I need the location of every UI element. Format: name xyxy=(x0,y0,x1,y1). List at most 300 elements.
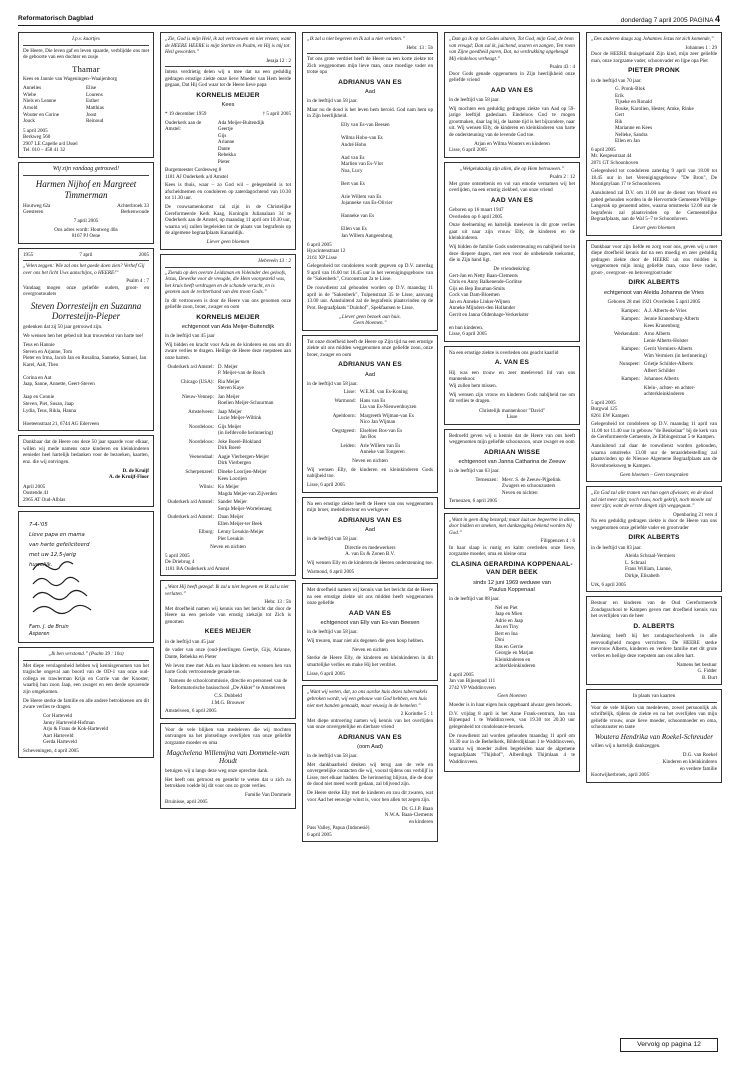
spouse-line: echtgenoot van Elly van Es-van Beesen xyxy=(320,620,420,627)
list-item: Jojanneke van Es-Olivier xyxy=(341,200,393,207)
deceased-nickname: Kees xyxy=(221,102,235,109)
list-item: Teus en Hannie xyxy=(23,342,55,349)
family-location xyxy=(591,385,644,398)
bible-quote: „En God zal alle tranen van hun ogen afwissen; en de dood zal niet meer zijn; noch rouw, noch gekrijt, noch moeite zal meer zijn; want de eerste dingen zijn weggegaan.” xyxy=(591,490,714,510)
address-left: Houtweg 62a Geesteren xyxy=(23,202,51,216)
ad-text: Intens verdrietig delen wij u mee dat na een geduldig gedragen ernstige ziekte onze lieve Moeder van Hem leerde gegaan, Dat Hij God waar tot de Heere lieve papa xyxy=(165,69,291,89)
family-table xyxy=(449,477,575,497)
family-names: Klein-, achter- en achter-achterkleinkinderen xyxy=(643,384,695,398)
ad-text-2: Moeder is in haar eigen huis opgebaard alwaar geen bezoek. xyxy=(449,701,573,708)
list-item: Dante xyxy=(217,145,231,152)
ad-text: Met droefheid namen wij kennis van het bericht dat door de Heere na een periode van ernstig ziekzijn tot Zich is genomen xyxy=(165,605,291,625)
circle-intro: De vriendenkring: xyxy=(493,266,531,273)
list-item: Rebekka xyxy=(217,152,236,159)
list-item: Bert en Ina xyxy=(495,630,518,637)
list-item: Dirkje, Elisabeth xyxy=(625,572,660,579)
list-item: G. Pronk-Blok xyxy=(615,86,645,93)
ad-text-3: Het heeft ons getroost en gesterkt te weten dat u zich zo betrokken voelde bij dit voor ons zo grote verlies. xyxy=(165,776,291,790)
list-item: Reinoud xyxy=(86,118,104,125)
spouse-line: echtgenoot van Aleida Johanna de Vries xyxy=(604,289,704,296)
ad-text: In haar slaap is rustig en kalm overleden onze lieve, zorgzame moeder, oma en kleine oma xyxy=(449,544,575,558)
family-names: Daan Meijer Ellen Meijer-ter Beek xyxy=(217,514,263,527)
list-item: Aart Harteveld xyxy=(43,732,74,739)
family-names: Jennie Kranenburg-Alberts Kees Kranenburg xyxy=(643,316,700,329)
family-names: Lenny Lesukin-Meijer Piet Lesukin xyxy=(217,529,264,542)
deceased-name: KORNELIS MEIJER xyxy=(196,91,260,99)
ad-header: I.p.v. kaartjes xyxy=(72,36,100,42)
school-condolence xyxy=(160,580,296,719)
family-location: Veenendaal: xyxy=(189,453,214,460)
deceased-name: PIETER PRONK xyxy=(628,67,680,75)
ad-text-2: de vader van onze (oud-)leerlingen Geertje, Gijs, Arianne, Dante, Rebekka en Pieter xyxy=(165,647,291,660)
family-location: Warmond: xyxy=(334,397,356,404)
thank-you-van-roekel xyxy=(586,689,722,782)
couple-names: Steven Dorresteijn en Suzanna Dorresteijn-Pieper xyxy=(30,300,142,321)
family-row xyxy=(591,346,717,359)
family-names: Margreeth Wijman-van Es Nico Jan Wijman xyxy=(359,412,414,426)
list-item: Pieter xyxy=(217,158,230,165)
deceased-name: A. VAN ES xyxy=(494,359,530,367)
address: 6 april 2005 Mr. Kespesstraat 44 2871 GT Schoonhoven xyxy=(591,146,639,166)
ad-text-2: Jarenlang heeft hij het zondagsschoolwerk in alle eenvoudigheid mogen verrichten. De HEERE sterke mevrouw Alberts, kinderen en verdere familie met dit grote verlies en heilige deze roepstem aan ons allen hart. xyxy=(591,633,717,659)
signers: Christelijk mannenkoor "David" Lisse xyxy=(478,407,546,421)
family-row xyxy=(165,484,291,497)
obituary-kornelis-meijer-siblings xyxy=(160,254,296,576)
quote-ref: Openbaring 21 vers 4 xyxy=(673,511,717,518)
obituary-koppenaal xyxy=(444,513,580,772)
ad-text-2: Hij was een trouw en zeer meelevend lid van ons mannenkoor. Wij zullen hem missen. xyxy=(449,369,575,389)
family-location: Kampen: xyxy=(621,346,640,353)
ad-text: Met diepe verslagenheid hebben wij kennisgenomen van het tragische ongeval aan boord van de OD-1 van onze oud-collega en trawlerman Krijn en Corrie van der Knoster, waarbij hun zoon Jaap, een zwager en een derde opvarende zijn omgekomen. xyxy=(23,662,149,695)
family-list xyxy=(449,273,575,332)
address: Burgemeester Cordesweg 8 1181 AJ Ouderkerk a/d Amstel xyxy=(165,167,228,180)
family-location: Kampen: xyxy=(621,307,640,314)
list-item: Tijseke en Ronald xyxy=(615,99,652,106)
bible-quote: „Want Hij heeft gezegd: Ik zal u niet begeven en Ik zal u niet verlaten.” xyxy=(165,584,289,597)
ad-text-2: gedenken dat zij 50 jaar getrouwd zijn. xyxy=(23,324,103,331)
list-item: Hanneke van Es xyxy=(341,213,375,220)
family-row xyxy=(591,361,717,374)
address: 5 april 2005 Burgwal 125 8261 EW Kampen xyxy=(591,399,629,419)
sunday-school-condolence xyxy=(586,596,722,685)
family-table xyxy=(591,308,717,398)
family-names: D. Meijer P. Meijer-van de Bosch xyxy=(217,363,266,377)
signers: Dr. G.J.P. Baan N.W.A. Baan-Clements en kinderen xyxy=(384,805,433,825)
family-row xyxy=(307,389,433,396)
family-row xyxy=(165,379,291,392)
ad-text: Tot ons grote verdriet heeft de Heere na een korte ziekte tot Zich weggenomen mijn lieve man, onze moedige vader en trotse opa xyxy=(307,56,433,76)
list-item: Jaap en Mien xyxy=(495,611,523,618)
year-end: 2005 xyxy=(138,251,149,258)
ad-text: Door de HEERE thuisgehaald Zijn kind, mijn zeer geliefde man, onze zorgzame vader, schoonvader en lijpe opa Piet xyxy=(591,51,717,64)
handwritten-congratulations xyxy=(18,511,154,643)
ad-text: Vandaag mogen onze geliefde ouders, groot- en overgrootouders xyxy=(23,284,149,298)
list-item: Bert van Es xyxy=(341,180,365,187)
family-location: Ouderkerk aan de Amstel: xyxy=(165,119,202,133)
list-item: Bouke, Karolien, Hester, Amke, Rinke xyxy=(615,105,694,112)
spouse-line: echtgenoot van Ada Meijer-Buitendijk xyxy=(181,324,275,331)
obituary-adriaan-wisse xyxy=(444,429,580,509)
ad-text: De Heere, Die leven gaf en leven spaarde, verblijdde ons met de geboorte van een dochter en zusje xyxy=(23,47,149,61)
birth-announcement-thamar xyxy=(18,32,154,158)
bible-quote: „Dan ga ik op tot Godes altaren, Tot God, mijn God, de bron van vreugd; Dan zal ik, juichend, snaren en zangen, Ten roem van Zijne goedheid paren, Dat, na verdrukking opgeheugd Mij eindeloos verheugt.” xyxy=(449,36,575,62)
family-names: Dineke Loorijen-Meijer Kees Loorijen xyxy=(217,468,267,482)
age: in de leeftijd van 58 jaar. xyxy=(449,97,500,104)
family-row xyxy=(165,424,291,437)
age: in de leeftijd van 63 jaar. xyxy=(449,468,500,475)
obituary-aad-van-es-wouters xyxy=(444,32,580,158)
list-item: Geertje xyxy=(217,126,233,133)
list-item: Gijs xyxy=(217,132,227,139)
column-1 xyxy=(18,32,154,762)
deceased-nickname: (oom Aad) xyxy=(357,744,383,751)
wedding-announcement xyxy=(18,162,154,244)
ad-text-3: D.V. vrijdag 8 april is het Anne Frank-centrum, Jan van Bijnenpad 1 te Waddinxveen, van 19.30 tot 20.30 uur gelegenheid tot condoleance-bezoek. xyxy=(449,710,575,730)
family-location: Elburg: xyxy=(198,529,214,536)
family-row xyxy=(307,398,433,411)
list-item: Marlien van Es-Vlot xyxy=(341,161,383,168)
deceased-nickname: Aad xyxy=(365,527,375,534)
hand-line: van harte gefeliciteerd xyxy=(29,542,90,549)
ad-text-3: De Heere sterke Elly met de kinderen en zou dit zwaren, wat voor Aad het eeuwige winst is, voor hen allen tot zegen zijn. xyxy=(307,790,433,803)
family-row xyxy=(165,514,291,527)
ad-text: Na een geduldig gedragen ziekte is door de Heere van ons weggenomen onze geliefde vader en grootvader xyxy=(591,518,717,531)
issue-date: donderdag 7 april 2005 xyxy=(620,17,688,24)
deceased-name: AAD VAN ES xyxy=(490,86,534,94)
list-item: Arnold xyxy=(23,104,38,111)
quote-ref: 2 Korinthe 5 : 1 xyxy=(400,711,433,718)
family-location: Ouderkerk a/d Amstel: xyxy=(167,499,214,506)
age: in de leeftijd van 58 jaar. xyxy=(307,380,358,387)
family-location: Amstelveen: xyxy=(188,408,214,415)
age: in de leeftijd van 58 jaar. xyxy=(307,753,358,760)
family-row xyxy=(591,376,717,383)
address: Kootwijkerbroek, april 2005 xyxy=(591,772,650,779)
ad-text-2: Wij wensen Elly, de kinderen en kleinkinderen Gods nabijheid toe. xyxy=(307,466,433,480)
list-item: Erik xyxy=(615,92,624,99)
list-item: Ellen van Es xyxy=(341,226,367,233)
ad-text-3: Aansluitend zal D.V. om 11.00 uur de dienst van Woord en gebed gehouden worden in de Hervormde Gemeente Willige-Langerak op genoemd adres, waarna omstreeks 12.00 uur de begrafenis zal plaatsvinden op de Gemeentelijke Begraafplaats, aan de Wal 5–7 te Schoonhoven. xyxy=(591,190,717,223)
address: April 2005 Oostende 41 2965 AT Oud-Alblas xyxy=(23,483,66,503)
deceased-name: AAD VAN ES xyxy=(490,196,534,204)
ad-text-3: De rouwsamenkomst zal zijn in de Christelijke Gereformeerde Kerk Kaag, Koningin Julianalaan 34 te Ouderkerk aan de Amstel, op maandag 11 april om 10.30 uur, waarna wij zullen begeleiden tot de plaats van begrafenis op de algemene begraafplaats Kanaaldijk. xyxy=(165,204,291,237)
family-location: Lisse: xyxy=(343,389,356,396)
address: Amstelveen, 6 april 2005 xyxy=(165,708,217,715)
obituary-adrianus-van-es-company xyxy=(302,497,438,580)
list-item: Janny Harteveld-Hofman xyxy=(43,719,95,726)
family-row xyxy=(165,364,291,377)
age: in de leeftijd van 70 jaar. xyxy=(591,77,642,84)
list-item: Steven, Piet, Susan, Jaap xyxy=(23,400,74,407)
spouse-line: sinds 12 juni 1969 weduwe van Paulus Koppenaal xyxy=(473,579,551,593)
family-table xyxy=(307,389,433,456)
deceased-name: D. ALBERTS xyxy=(633,622,675,630)
list-item: Aad van Es xyxy=(341,154,365,161)
list-item: Jaap en Connie xyxy=(23,394,55,401)
anniversary-dorresteijn xyxy=(18,248,154,432)
ad-text-2: betuigen wij u langs deze weg onze oprechte dank. xyxy=(165,767,269,774)
family-row xyxy=(591,308,717,315)
new-address: Ons adres wordt: Houtweg 40a 8167 PJ Oene xyxy=(54,226,118,240)
family-names: Johannes Alberts xyxy=(643,376,679,383)
list-item: Gerda Harteveld xyxy=(43,739,77,746)
family-names: Arie Willem van Es Anneke van Tongeren xyxy=(359,442,405,456)
deceased-name: AAD VAN ES xyxy=(348,609,392,617)
signers: D.G. van Roekel Kinderen en kleinkinderen en verdere familie xyxy=(662,752,717,772)
deceased-name: KORNELIS MEIJER xyxy=(196,313,260,321)
family-location: Wilnis: xyxy=(199,484,214,491)
family-row xyxy=(449,477,575,497)
list-item: L. Schraal xyxy=(625,559,646,566)
family-list xyxy=(591,553,717,579)
quote-ref: Hebr. 13 : 5b xyxy=(264,599,291,606)
family-names: A.J. Alberts-de Vries xyxy=(643,307,687,314)
family-row xyxy=(307,413,433,426)
address: Scheveningen, 4 april 2005 xyxy=(23,747,79,754)
family-list xyxy=(307,122,433,239)
ad-text-4: De rouwdienst zal gehouden worden op D.V. maandag 11 april in de "Sakenberk", Tulpenstraat 35 te Lisse, aanvang 13.00 uur. Aansluitend zal de begrafenis plaatsvinden op de Prot. Begraafplaats "Duinhof", Spekfaatsen te Lisse. xyxy=(307,285,433,311)
list-item: Nelleke, Sandra xyxy=(615,131,648,138)
tail: Neven en nichten xyxy=(210,544,246,551)
bible-quote: „Des anderen daags zag Johannes Jezus tot zich komende,” xyxy=(591,36,714,42)
family-row xyxy=(591,331,717,344)
column-2 xyxy=(160,32,296,813)
note: Liever geen bloemen xyxy=(206,239,250,246)
family-location: Oegstgeest: xyxy=(332,427,356,434)
family-names: Jan Meijer Roelien Meijer-Schuurman xyxy=(217,393,274,407)
deceased-nickname: Aad xyxy=(365,89,375,96)
address: Pass Valley, Papua (Indonesië) 6 april 2005 xyxy=(307,825,370,838)
list-item: Niels en Leanne xyxy=(23,98,57,105)
list-item: Marianne en Kees xyxy=(615,125,653,132)
condolence-aad-van-es xyxy=(302,583,438,681)
age: in de leeftijd van 45 jaar xyxy=(165,333,215,340)
family-row xyxy=(165,499,291,512)
deceased-name: ADRIANUS VAN ES xyxy=(338,78,402,86)
obituary-dirk-alberts-family xyxy=(586,240,722,483)
ad-text-2: Onze deelneming en hartelijk meeleven in dit grote verlies gaat uit naar zijn vrouw Elly, de kinderen en de kleinkinderen. xyxy=(449,222,575,242)
note: Liever geen bloemen xyxy=(632,225,676,232)
list-item: Gert-Jan en Netty Baan-Clements xyxy=(449,272,518,279)
family-location: Apeldoorn: xyxy=(332,412,356,419)
bible-quote: „Ik ben verstomd.” (Psalm 39 : 10a) xyxy=(48,651,124,658)
ad-text-2: Wij mochten een geduldig gedragen ziekte van Aad op 59-jarige leeftijd gadeslaan. Eindeloos God te mogen grootmaken, daar lag bij, de laatste tijd is het bijzondere, naar uit. Wij wensen Elly, de kinderen en kleinkinderen van harte de ondersteuning van de levende God toe. xyxy=(449,105,575,138)
list-item: Matthias xyxy=(86,104,104,111)
ad-intro: Wij zijn vandaag getrouwd! xyxy=(52,165,120,172)
list-item: Jouck xyxy=(23,118,35,125)
obituary-adrianus-van-es-siblings xyxy=(302,335,438,493)
list-item: Jan en Anneke Linker-Wijnen xyxy=(449,298,510,305)
address: Lisse, 6 april 2005 xyxy=(307,670,345,677)
family-names: Elsebien Bos-van Es Jan Bos xyxy=(359,427,403,441)
date: 4 april 2005 xyxy=(449,671,474,678)
list-item: Jan Willem Aangeenbrug xyxy=(341,232,393,239)
note: Geen bloemen – Geen toespraken xyxy=(619,471,689,478)
list-item: Cor Harteveld xyxy=(43,713,72,720)
ad-text-2: Kees is thuis, waar – zo God wil – gelegenheid is tot afscheidnemen en condoleren op zaterdagochtend van 10.30 tot 11.30 uur. xyxy=(165,182,291,202)
column-3 xyxy=(302,32,438,846)
list-item: Arjo & Frans de Kok-Harteveld xyxy=(43,726,109,733)
quote-ref: Psalm 4 : 7 xyxy=(126,278,149,285)
family-row xyxy=(165,454,291,467)
tail: Neven en nichten xyxy=(352,646,388,653)
family-table xyxy=(165,364,291,542)
signers: Directie en medewerkers A. van Es & Zonen B.V. xyxy=(344,544,396,558)
deceased-name: DIRK ALBERTS xyxy=(628,534,680,542)
bible-quote: „Zienda op den overste Leidsman en Voleinder des geloofs, Jezus, Dewelke voor de vreugde, die Hem voorgesteld was, het kruis heeft verdragen en de schande veracht, en is gezeten aan de rechterhand van den troon Gods.” xyxy=(165,269,287,296)
list-item: Rik xyxy=(615,118,623,125)
family-location: Ouderkerk a/d Amstel: xyxy=(167,514,214,521)
siblings-left xyxy=(23,85,86,124)
note: „Liever geen bezoek aan huis. Geen bloemen.” xyxy=(339,313,401,327)
deceased-name: DIRK ALBERTS xyxy=(628,279,680,287)
deceased-name: ADRIANUS VAN ES xyxy=(338,516,402,524)
deceased-name: ADRIANUS VAN ES xyxy=(338,361,402,369)
address: 5 april 2005 Berkweg 560 2907 LE Capelle a/d IJssel Tel. 010 – 458 41 32 xyxy=(23,127,78,154)
quote-ref: Psalm 43 : 4 xyxy=(549,64,575,71)
address-right: Achterbroek 33 Berkenwoude xyxy=(117,202,149,216)
family-location: Kampen: xyxy=(621,316,640,323)
list-item: Pieter en Irma, Jacob Jan en Rosalina, Sanneke, Samuel, Jan Karel, Aalt, Theo xyxy=(23,355,147,368)
life-dates: Geboren op 16 maart 1947 Overleden op 6 april 2005 xyxy=(449,207,504,220)
hand-line: met uw 12,5-jarig xyxy=(29,552,76,559)
ad-text-3: Wij wensen zijn vrouw en kinderen Gods nabijheid toe om dit verlies te dragen. xyxy=(449,391,575,405)
column-4 xyxy=(444,32,580,776)
deceased-name: Magchelena Willemijna van Dommele-van Houdt xyxy=(166,748,290,766)
ad-text-2: Wij wensen Elly en de kinderen de Heeren ondersteuning toe. xyxy=(307,559,433,566)
family-names: Ko Meijer Magda Meijer-van Zijverden xyxy=(217,484,277,497)
continued-on-page-link[interactable]: Vervolg op pagina 12 xyxy=(620,1038,718,1052)
death-date: † 5 april 2005 xyxy=(262,111,291,118)
family-location: Noordeloos: xyxy=(188,438,214,445)
list-item: Lydia, Teus, Rikla, Hanna xyxy=(23,407,77,414)
ad-text-3: We wensen hen het gebed uit hun trouwtekst van harte toe! xyxy=(23,333,144,340)
list-item: Chris en Anny Balkenende-Gorlitse xyxy=(449,279,522,286)
couple-names: Harmen Nijhof en Margreet Timmerman xyxy=(35,179,137,200)
ad-text-2: Gelegenheid tot condoleren op D.V. maandag 11 april van 11.00 tot 11.40 uur in gebouw "de Beukelaar" bij de kerk van de Gereformeerde Gemeente, 2e Ebbingestraat 5 te Kampen. xyxy=(591,421,717,441)
ad-text-2: De Heere sterke de familie en alle andere betrokkenen om dit zware verlies te dragen. xyxy=(23,697,149,711)
family-names: Sander Meijer Sonja Meijer-Wortelenaeg xyxy=(217,499,272,512)
hand-line: 7-4-'05 xyxy=(29,522,48,529)
handwritten-signature: Fam. J. de Bruin Asperen xyxy=(29,624,69,637)
signer-1: D. de Kruijf xyxy=(122,467,149,474)
quote-ref: Hebr. 13 : 5b xyxy=(406,44,433,51)
family-names: Jaap Meijer Lucie Meijer-Wiltink xyxy=(217,408,262,422)
family-location: Noordeloos: xyxy=(188,423,214,430)
family-names: Mevr. S. de Zeeuw-Pijpelink Zwagers en schoonzusters Neven en nichten xyxy=(501,476,561,496)
list-item: Arianne xyxy=(217,139,235,146)
obituary-aad-van-es-friends xyxy=(444,162,580,342)
family-names: Gerrit Vermiers-Alberts Wim Vermiers (in herinnering) xyxy=(643,346,707,359)
address: Lisse, 6 april 2005 xyxy=(449,331,487,338)
age: in de leeftijd van 45 jaar xyxy=(165,638,215,645)
age: in de leeftijd van 58 jaar. xyxy=(307,536,358,543)
ad-text-2: Wij treuren, maar niet als degenen die geen hoop hebben. xyxy=(307,637,425,644)
family-location: Leiden: xyxy=(340,442,356,449)
obituary-pieter-pronk xyxy=(586,32,722,236)
bible-quote: „Want in geen ding bezorgd; maar laat uw begeerten in alles, door bidden en smeken, met dankzegging bekend worden bij God.” xyxy=(449,516,575,536)
bible-quote: „Welgelukzalig zijn allen, die op Hem betrouwen.” xyxy=(459,165,565,172)
year-start: 1955 xyxy=(23,251,34,258)
ad-text: In dit vertrouwen is door de Heere van ons genomen onze geliefde zoon, broer, zwager en oom xyxy=(165,297,291,311)
address: Terneuzen, 6 april 2005 xyxy=(449,498,498,505)
page-label: PAGINA xyxy=(689,17,714,24)
list-item: Jaap, Sanne, Annette, Geert-Steven xyxy=(23,381,95,388)
family-location: Ouderkerk a/d Amstel: xyxy=(167,363,214,370)
list-item: Georgie en Marjan xyxy=(495,650,534,657)
signers: Arjan en Wilma Wouters en kinderen xyxy=(474,140,550,147)
list-item: Bas en Gerrie xyxy=(495,643,524,650)
family-names: Ria Meijer Steven Kaye xyxy=(217,378,244,392)
family-row xyxy=(165,439,291,452)
note: Geen bloemen xyxy=(497,693,527,700)
family-list xyxy=(591,86,717,145)
obituary-adrianus-van-es-family xyxy=(302,32,438,331)
list-item: Lourens xyxy=(86,91,103,98)
thank-you-van-dommele xyxy=(160,723,296,809)
page-header xyxy=(18,14,720,26)
list-item: Corina en Aat xyxy=(23,374,52,381)
list-item: Frans William, Lianne, xyxy=(625,566,672,573)
birth-date: * 19 december 1959 xyxy=(165,111,207,118)
address: Jan van Bijnenpad 111 2742 VP Waddinxveen xyxy=(449,678,496,691)
choir-condolence xyxy=(444,346,580,425)
ad-text-2: willen wij u hartelijk dankzeggen. xyxy=(591,743,661,750)
list-item: Elly van Es-van Beesen xyxy=(341,122,390,129)
life-dates: Geboren 28 mei 1921 Overleden 5 april 2005 xyxy=(607,299,701,306)
obituary-dirk-alberts-urk xyxy=(586,486,722,592)
list-item: Cock van Dam-Bloemen xyxy=(449,292,500,299)
family-names: Arno Alberts Lenie Alberts-Holster xyxy=(643,331,689,344)
list-item: André Hobo xyxy=(341,141,367,148)
address: Warmond, 6 april 2005 xyxy=(307,568,355,575)
list-item: Gerrit en Janna Oldenhage-Verkerkster xyxy=(449,311,529,318)
family-names: Gijs Meijer (in liefdevolle herinnering) xyxy=(217,423,274,437)
ad-text: Na een ernstige ziekte is overleden ons geacht kaarlid xyxy=(449,349,559,356)
list-item: Wouter en Corine xyxy=(23,111,60,118)
list-item: Gert xyxy=(615,112,625,119)
ad-text-4: De rouwdienst zal worden gehouden maandag 11 april om 10.30 uur in de Bethelkerk, Bilderdijklaan 1 te Waddinxveen, waarna wij moeder zullen begeleiden naar de algemene begraafplaats "Thijshof", Alberdingk Thijmlaan 4 te Waddinxveen. xyxy=(449,732,575,765)
family-location: Nunspeet: xyxy=(619,361,640,368)
parents: Kees en Jannie van Wageningen–Waaijenborg xyxy=(23,76,118,83)
bible-quote: „Velen zeggen: Wie zal ons het goede doen zien? Verhef Gij over ons het licht Uws aanschijns, o HEERE!” xyxy=(23,263,145,276)
ad-text: Door Gods genade opgenomen in Zijn heerlijkheid onze geliefde vriend xyxy=(449,70,575,84)
ad-text-2: Maar nu de dood is het leven hem beroid. God nam hem op in Zijn heerlijkheid. xyxy=(307,106,433,120)
hand-line: huwelijk. xyxy=(29,562,53,569)
family-location: Terneuzen: xyxy=(475,476,498,483)
family-row xyxy=(591,316,717,329)
age: in de leeftijd van 58 jaar. xyxy=(307,629,358,636)
family-location: Nieuw-Vennep: xyxy=(181,393,214,400)
list-item: Elise xyxy=(86,85,97,92)
ad-text-3: We leven mee met Ada en haar kinderen en wensen hen van harte Gods vertroostende genade toe. xyxy=(165,662,291,676)
ad-text: Met grote ontsteltenis en vol van emotie vernamen wij het overlijden, na een ernstig ziekbed, van onze vriend xyxy=(449,180,575,194)
quote-ref: Psalm 2 : 12 xyxy=(549,174,575,181)
age: in de leeftijd van 58 jaar. xyxy=(307,98,358,105)
family-row xyxy=(165,469,291,482)
bible-quote: „Ik zal u niet begeven en Ik zal u niet verlaten.” xyxy=(307,36,406,42)
list-item: Steven en Arjanne, Tom xyxy=(23,348,73,355)
condolence-baan xyxy=(302,685,438,842)
signers: C.S. Dubbeld J.M.G. Brouwer xyxy=(211,693,245,706)
list-item: Wiebe xyxy=(23,91,37,98)
ad-text-2: Met dankbaarheid denken wij terug aan de vele en onvergetelijke contacten die wij, vooral tijdens ons verblijf in Lisse, met elkaar hadden. De herinnering blijvan, die de door de dood niet meed wordt gedaan, zal blijvend zijn. xyxy=(307,761,433,788)
ad-text-3: Sterke de Heere Elly, de kinderen en kleinkinderen in dit smartelijke verlies en make Hij het verdriet. xyxy=(307,655,433,668)
signer-2: A. de Kruijf-Floor xyxy=(108,474,149,481)
list-item: en hun kinderen. xyxy=(449,324,484,331)
list-item: achterkleinkinderen xyxy=(495,663,536,670)
ad-text-3: Wij bidden de familie Gods ondersteuning en nabijheid toe in deze diepere dagen, met een voor de onbekende toekomst, die in Zijn hand ligt. xyxy=(449,244,575,264)
